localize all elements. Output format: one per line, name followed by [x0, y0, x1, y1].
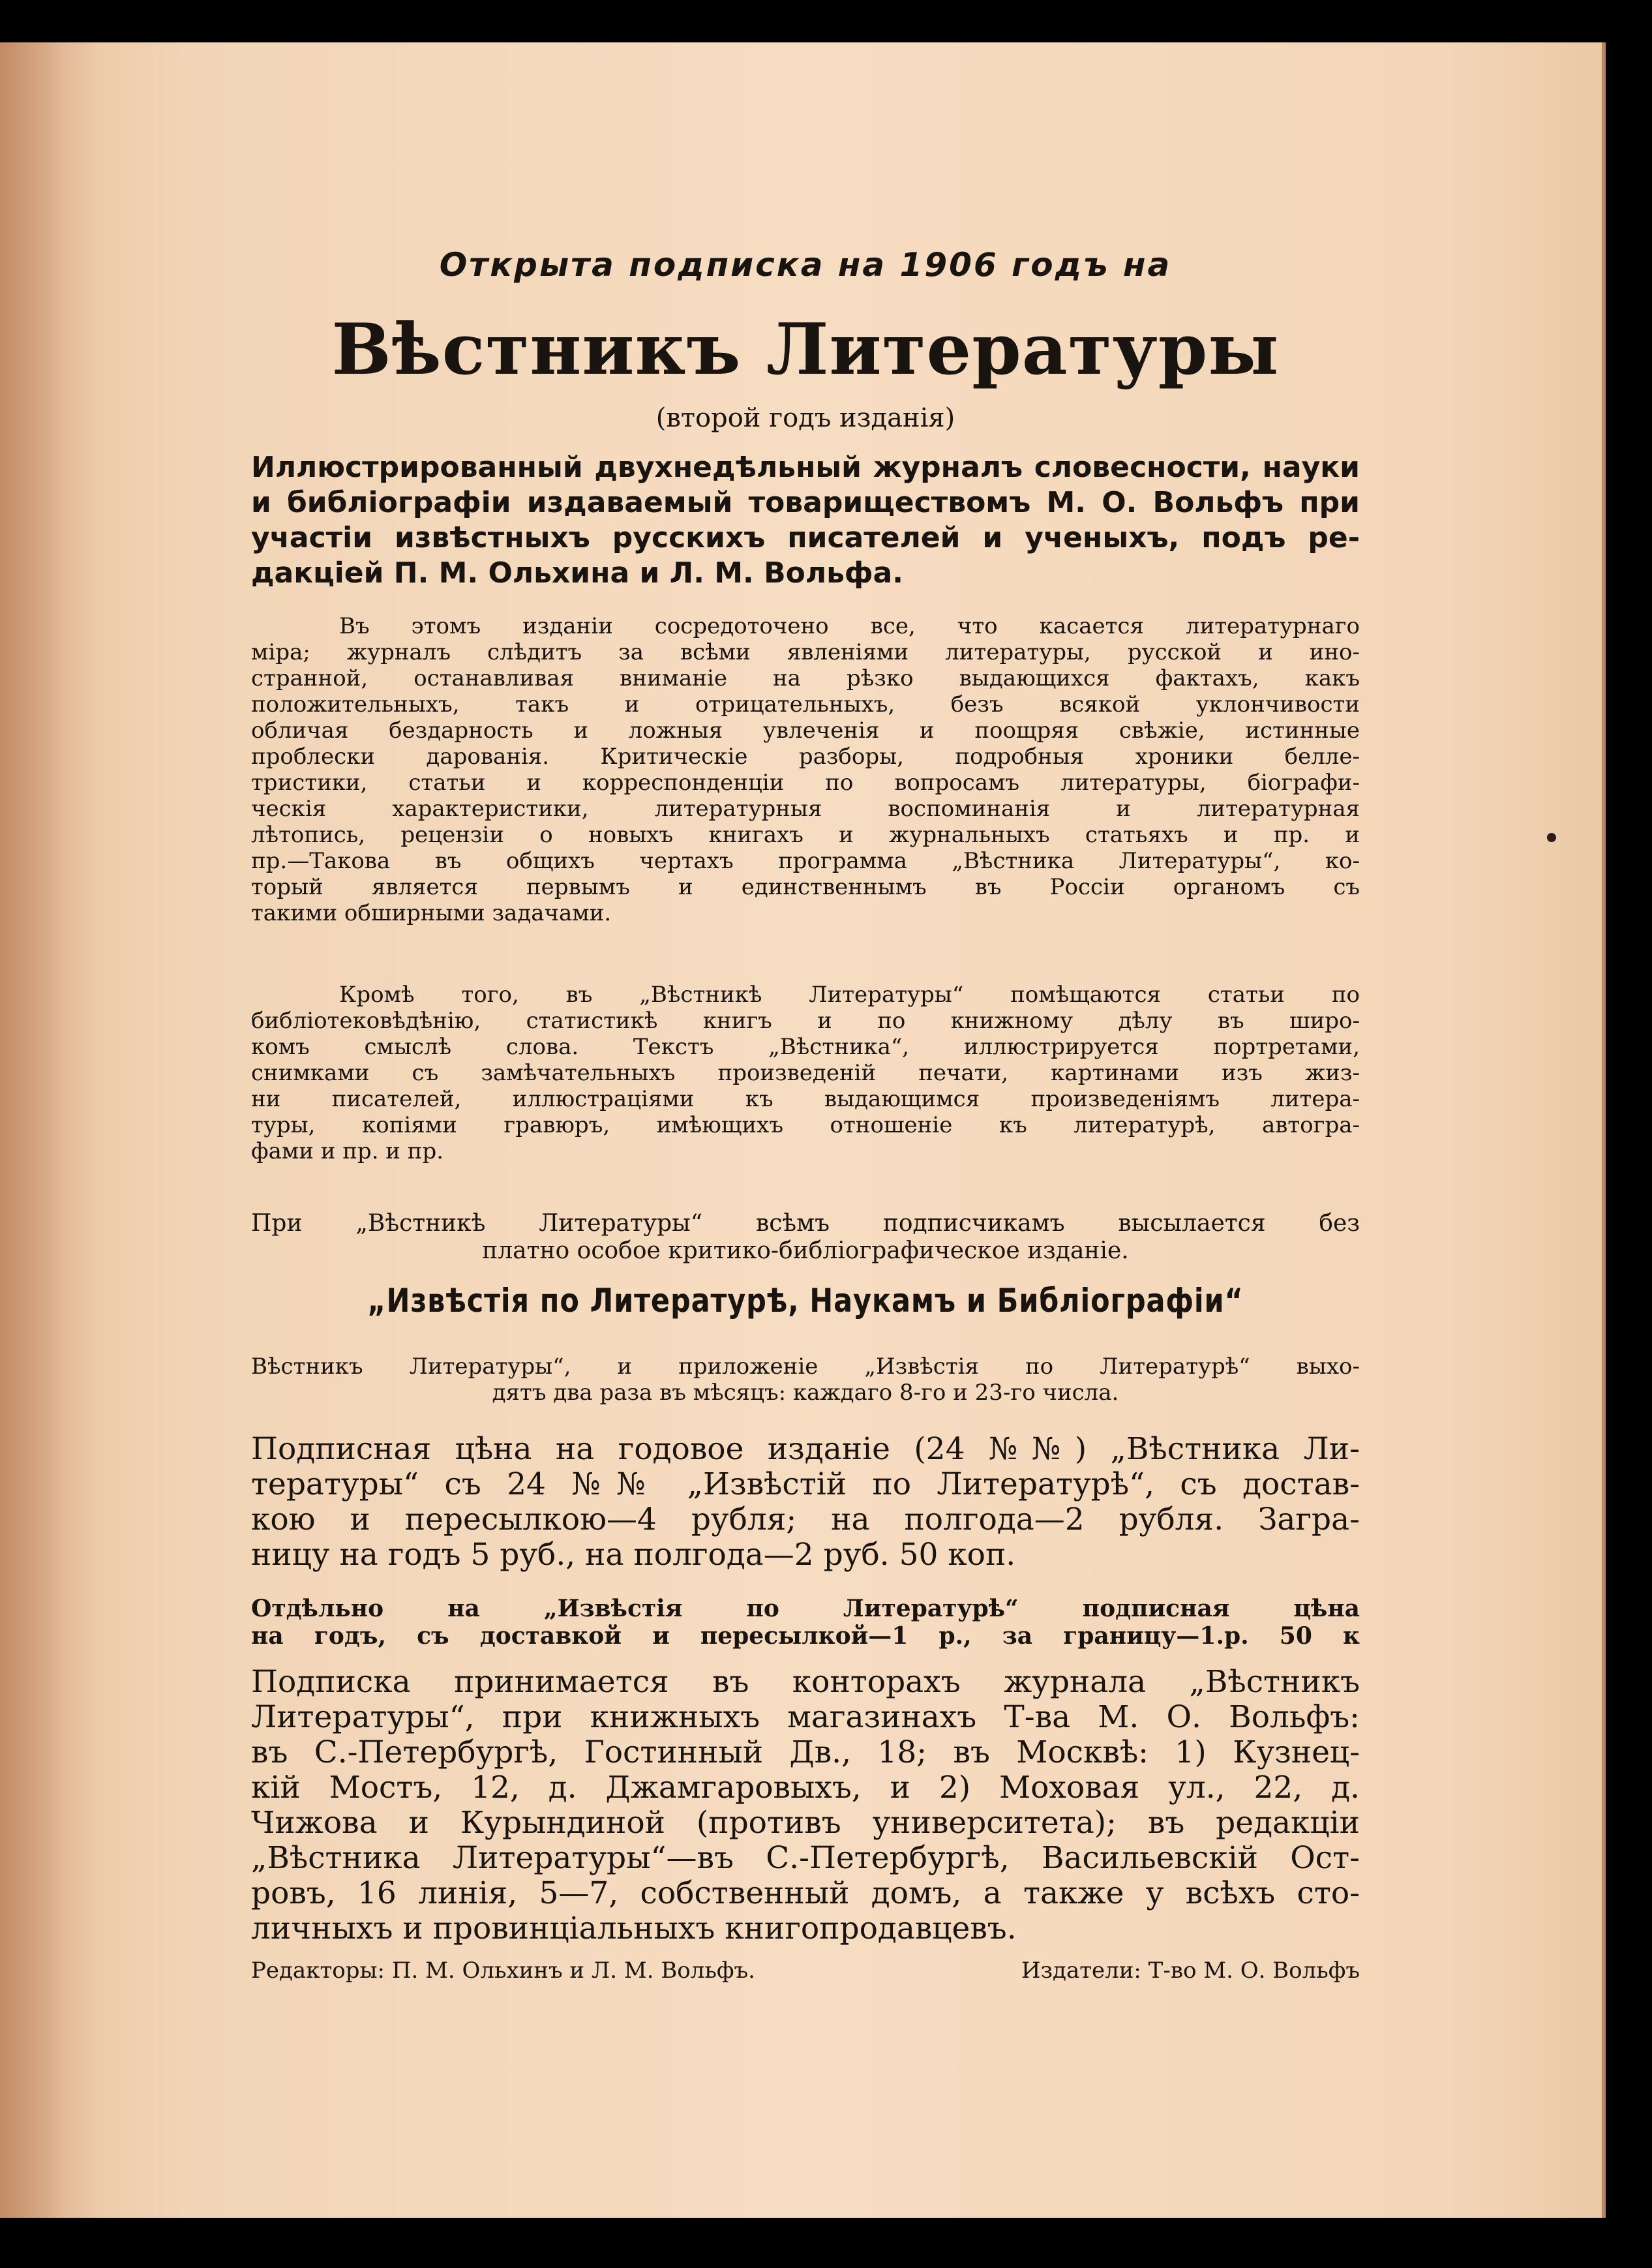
where-line: Литературы“, при книжныхъ магазинахъ Т-ва М. О. Вольфъ: [251, 1699, 1360, 1735]
ink-speck [1547, 833, 1556, 842]
where-line: Подписка принимается въ конторахъ журнала „Вѣстникъ [251, 1664, 1360, 1700]
paragraph-line: ни писателей, иллюстраціями къ выдающимся произведеніямъ литера- [251, 1086, 1360, 1112]
description-line: и библіографіи издаваемый товариществомъ М. О. Вольфъ при [251, 486, 1360, 519]
where-line: Чижова и Курындиной (противъ университета); въ редакціи [251, 1805, 1360, 1841]
where-to-subscribe [251, 1665, 1360, 1946]
where-line: „Вѣстника Литературы“—въ С.-Петербургѣ, Васильевскій Ост- [251, 1840, 1360, 1876]
about-paragraph-1 [251, 613, 1360, 926]
paragraph-line: проблески дарованія. Критическіе разборы, подробныя хроники белле- [251, 744, 1360, 770]
free-supplement-line: платно особое критико-библіографическое изданіе. [482, 1237, 1129, 1264]
subscription-open-line: Открыта подписка на 1906 годъ на [439, 246, 1172, 284]
paragraph-line: лѣтопись, рецензіи о новыхъ книгахъ и журнальныхъ статьяхъ и пр. и [251, 822, 1360, 848]
paragraph-line: странной, останавливая вниманіе на рѣзко выдающихся фактахъ, какъ [251, 665, 1360, 691]
paragraph-line: Въ этомъ изданіи сосредоточено все, что касается литературнаго [339, 613, 1360, 639]
price-line: тературы“ съ 24 №№ „Извѣстій по Литературѣ“, съ достав- [251, 1466, 1360, 1502]
paragraph-line: снимками съ замѣчательныхъ произведеній печати, картинами изъ жиз- [251, 1060, 1360, 1086]
where-line: кій Мостъ, 12, д. Джамгаровыхъ, и 2) Моховая ул., 22, д. [251, 1770, 1360, 1806]
where-line: ровъ, 16 линія, 5—7, собственный домъ, а также у всѣхъ сто- [251, 1875, 1360, 1911]
paragraph-line: торый является первымъ и единственнымъ въ Россіи органомъ съ [251, 874, 1360, 900]
paragraph-line: Кромѣ того, въ „Вѣстникѣ Литературы“ помѣщаются статьи по [339, 982, 1360, 1008]
paragraph-line: туры, копіями гравюръ, имѣющихъ отношеніе къ литературѣ, автогра- [251, 1112, 1360, 1138]
about-paragraph-2 [251, 982, 1360, 1164]
edition-year: (второй годъ изданія) [655, 403, 955, 433]
supplement-title: „Извѣстія по Литературѣ, Наукамъ и Библіографіи“ [367, 1282, 1244, 1320]
price-line: Подписная цѣна на годовое изданіе (24 №№) „Вѣстника Ли- [251, 1431, 1360, 1467]
scanned-page [0, 42, 1606, 2218]
page-edge [1602, 42, 1606, 2218]
publishers-credit: Издатели: Т-во М. О. Вольфъ [1021, 1958, 1360, 1984]
paragraph-line: ческія характеристики, литературныя воспоминанія и литературная [251, 796, 1360, 822]
separate-price-line: Отдѣльно на „Извѣстія по Литературѣ“ подписная цѣна [251, 1595, 1360, 1622]
paragraph-line: комъ смыслѣ слова. Текстъ „Вѣстника“, иллюстрируется портретами, [251, 1034, 1360, 1060]
separate-price-line: на годъ, съ доставкой и пересылкой—1 р., за границу—1.р. 50 к [251, 1622, 1360, 1650]
separate-supplement-price [251, 1595, 1360, 1650]
paragraph-line: тристики, статьи и корреспонденціи по вопросамъ литературы, біографи- [251, 770, 1360, 796]
description-line: дакціей П. М. Ольхина и Л. М. Вольфа. [251, 556, 903, 590]
journal-title: Вѣстникъ Литературы [331, 309, 1280, 391]
schedule-line: Вѣстникъ Литературы“, и приложеніе „Извѣстія по Литературѣ“ выхо- [251, 1353, 1360, 1380]
paragraph-line: положительныхъ, такъ и отрицательныхъ, безъ всякой уклончивости [251, 691, 1360, 718]
subscription-price [251, 1432, 1360, 1573]
paragraph-line: обличая бездарность и ложныя увлеченія и поощряя свѣжіе, истинные [251, 718, 1360, 744]
where-line: въ С.-Петербургѣ, Гостинный Дв., 18; въ Москвѣ: 1) Кузнец- [251, 1734, 1360, 1770]
journal-description [251, 450, 1360, 591]
where-line: личныхъ и провинціальныхъ книгопродавцевъ. [251, 1911, 1017, 1946]
paragraph-line: такими обширными задачами. [251, 900, 612, 926]
editors-credit: Редакторы: П. М. Ольхинъ и Л. М. Вольфъ. [251, 1958, 755, 1984]
paragraph-line: пр.—Такова въ общихъ чертахъ программа „Вѣстника Литературы“, ко- [251, 848, 1360, 874]
price-line: ницу на годъ 5 руб., на полгода—2 руб. 50 коп. [251, 1537, 1016, 1573]
free-supplement-note [251, 1210, 1360, 1265]
description-line: Иллюстрированный двухнедѣльный журналъ словесности, науки [251, 451, 1360, 484]
paragraph-line: библіотековѣдѣнію, статистикѣ книгъ и по книжному дѣлу въ широ- [251, 1008, 1360, 1034]
free-supplement-line: При „Вѣстникѣ Литературы“ всѣмъ подписчикамъ высылается без [251, 1210, 1360, 1237]
paragraph-line: фами и пр. и пр. [251, 1138, 444, 1164]
schedule-line: дятъ два раза въ мѣсяцъ: каждаго 8-го и 23-го числа. [492, 1380, 1119, 1406]
price-line: кою и пересылкою—4 рубля; на полгода—2 рубля. Загра- [251, 1502, 1360, 1537]
publication-schedule [251, 1353, 1360, 1406]
description-line: участіи извѣстныхъ русскихъ писателей и ученыхъ, подъ ре- [251, 521, 1360, 554]
paragraph-line: міра; журналъ слѣдитъ за всѣми явленіями литературы, русской и ино- [251, 639, 1360, 665]
